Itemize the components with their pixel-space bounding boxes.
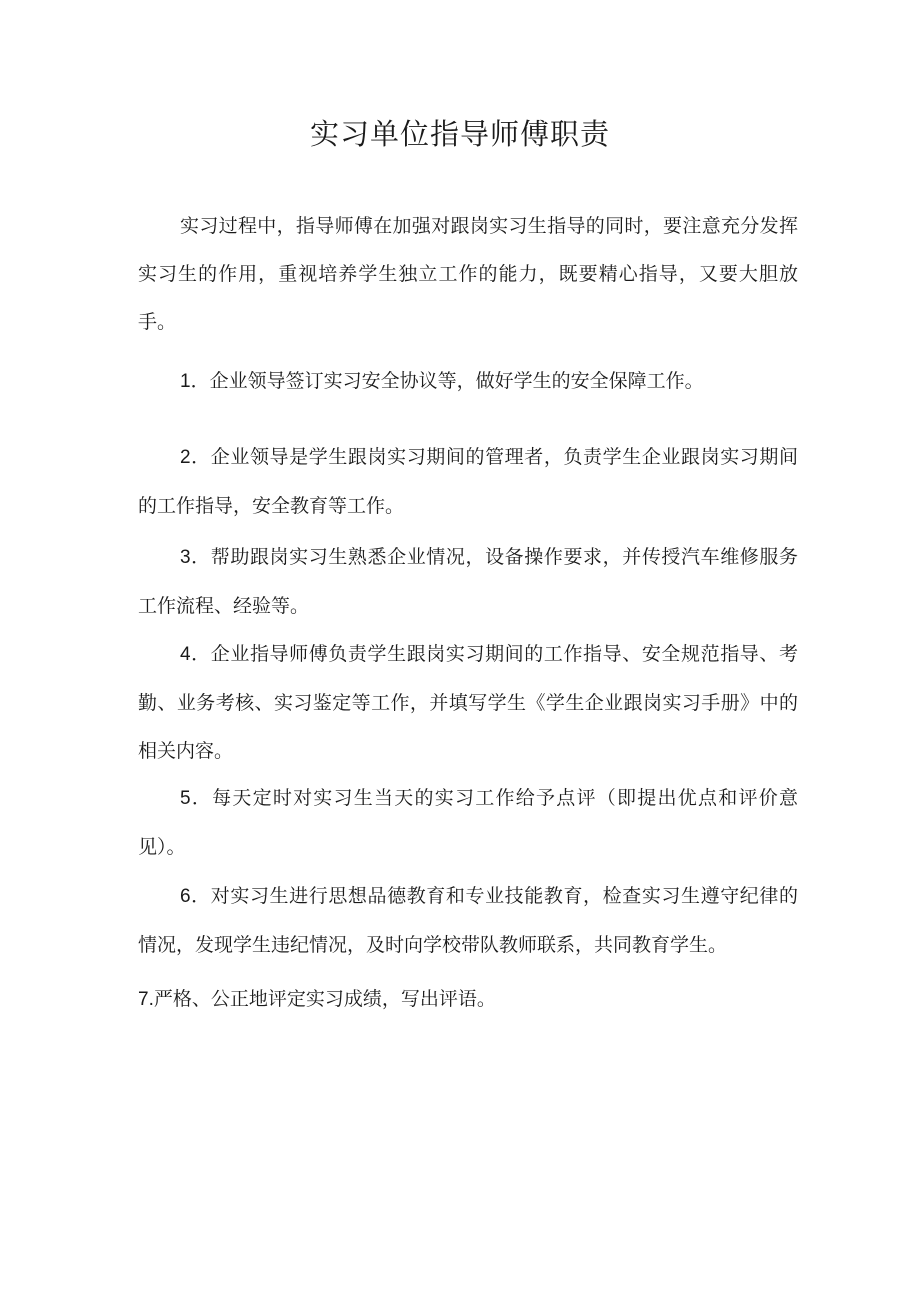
item-text: 企业指导师傅负责学生跟岗实习期间的工作指导、安全规范指导、考勤、业务考核、实习鉴定等工作，并填写学生《学生企业跟岗实习手册》中的相关内容。 — [138, 643, 798, 762]
duty-item-6 — [138, 872, 798, 969]
item-text: 严格、公正地评定实习成绩，写出评语。 — [153, 988, 496, 1010]
item-number: 2 — [180, 447, 191, 468]
item-separator: ． — [190, 643, 211, 665]
item-number: 7. — [138, 989, 154, 1010]
item-text: 对实习生进行思想品德教育和专业技能教育，检查实习生遵守纪律的情况，发现学生违纪情况，及时向学校带队教师联系，共同教育学生。 — [138, 885, 798, 956]
duty-item-5 — [138, 774, 798, 871]
item-text: 企业领导是学生跟岗实习期间的管理者，负责学生企业跟岗实习期间的工作指导，安全教育等工作。 — [138, 446, 798, 517]
item-separator: ． — [190, 446, 211, 468]
item-number: 3 — [180, 547, 191, 568]
item-separator: ． — [190, 885, 211, 907]
item-text: 每天定时对实习生当天的实习工作给予点评（即提出优点和评价意见）。 — [138, 787, 798, 858]
document-title: 实习单位指导师傅职责 — [309, 117, 610, 151]
duty-item-2 — [138, 433, 798, 530]
intro-paragraph: 实习过程中，指导师傅在加强对跟岗实习生指导的同时，要注意充分发挥实习生的作用，重视培养学生独立工作的能力，既要精心指导，又要大胆放手。 — [138, 215, 798, 333]
item-text: 企业领导签订实习安全协议等，做好学生的安全保障工作。 — [209, 370, 704, 392]
item-number: 1 — [180, 371, 191, 392]
item-text: 帮助跟岗实习生熟悉企业情况，设备操作要求，并传授汽车维修服务工作流程、经验等。 — [138, 546, 798, 617]
duty-item-3 — [138, 533, 798, 630]
duty-item-1 — [138, 357, 798, 406]
item-number: 5 — [180, 788, 191, 809]
duty-item-7 — [138, 975, 798, 1024]
item-separator: ． — [190, 546, 211, 568]
item-separator: ． — [190, 787, 213, 809]
duty-item-4 — [138, 630, 798, 775]
item-number: 4 — [180, 644, 191, 665]
item-separator: ． — [190, 370, 210, 392]
item-number: 6 — [180, 886, 191, 907]
